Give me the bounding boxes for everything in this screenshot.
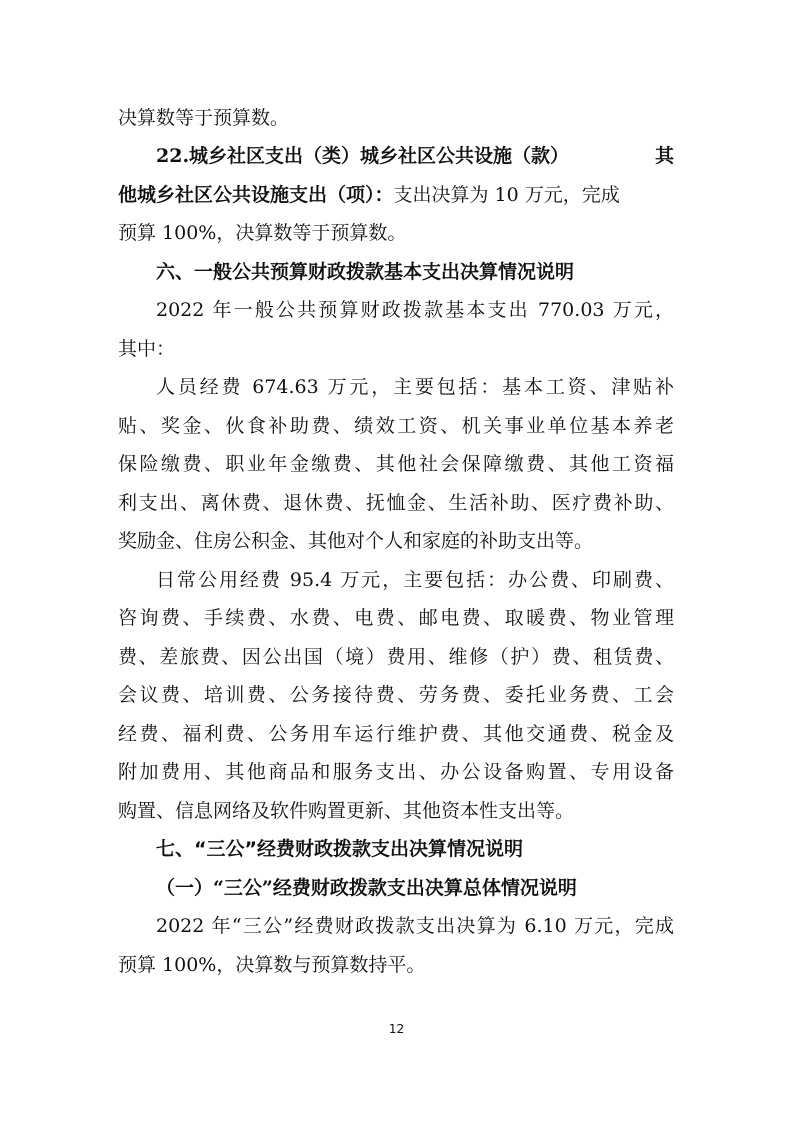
paragraph-line: 经费、福利费、公务用车运行维护费、其他交通费、税金及: [118, 723, 674, 745]
page-number: 12: [388, 1022, 405, 1036]
subsection-7-1-heading: （一）“三公”经费财政拨款支出决算总体情况说明: [156, 877, 577, 899]
paragraph-line: 会议费、培训费、公务接待费、劳务费、委托业务费、工会: [118, 684, 674, 706]
personnel-expense-line: 人员经费 674.63 万元，主要包括：基本工资、津贴补: [156, 376, 674, 398]
paragraph-line: 其中：: [118, 338, 176, 360]
paragraph-line: 决算数等于预算数。: [118, 107, 290, 129]
paragraph-line: 咨询费、手续费、水费、电费、邮电费、取暖费、物业管理: [118, 607, 674, 629]
item-22-detail-line: [118, 183, 674, 207]
paragraph-line: 2022 年“三公”经费财政拨款支出决算为 6.10 万元，完成: [156, 915, 674, 937]
item-22-title-continued: 其: [654, 145, 674, 167]
section-6-heading: 六、一般公共预算财政拨款基本支出决算情况说明: [156, 261, 575, 283]
paragraph-line: 费、差旅费、因公出国（境）费用、维修（护）费、租赁费、: [118, 646, 674, 668]
section-7-heading: 七、“三公”经费财政拨款支出决算情况说明: [156, 838, 523, 860]
item-22-heading-line: [156, 144, 674, 168]
paragraph-line: 附加费用、其他商品和服务支出、办公设备购置、专用设备: [118, 761, 674, 783]
paragraph-line: 预算 100%，决算数与预算数持平。: [118, 954, 426, 976]
public-expense-line: 日常公用经费 95.4 万元，主要包括：办公费、印刷费、: [156, 569, 674, 591]
item-22-amount: 支出决算为 10 万元，完成: [393, 184, 620, 206]
paragraph-line: 2022 年一般公共预算财政拨款基本支出 770.03 万元，: [156, 299, 674, 321]
paragraph-line: 保险缴费、职业年金缴费、其他社会保障缴费、其他工资福: [118, 453, 674, 475]
item-22-subitem: 他城乡社区公共设施支出（项）：: [118, 184, 394, 206]
paragraph-line: 利支出、离休费、退休费、抚恤金、生活补助、医疗费补助、: [118, 492, 674, 514]
item-22-title: 22.城乡社区支出（类）城乡社区公共设施（款）: [156, 145, 570, 167]
paragraph-line: 贴、奖金、伙食补助费、绩效工资、机关事业单位基本养老: [118, 415, 674, 437]
paragraph-line: 奖励金、住房公积金、其他对个人和家庭的补助支出等。: [118, 530, 594, 552]
paragraph-line: 购置、信息网络及软件购置更新、其他资本性支出等。: [118, 800, 575, 822]
paragraph-line: 预算 100%，决算数等于预算数。: [118, 222, 407, 244]
